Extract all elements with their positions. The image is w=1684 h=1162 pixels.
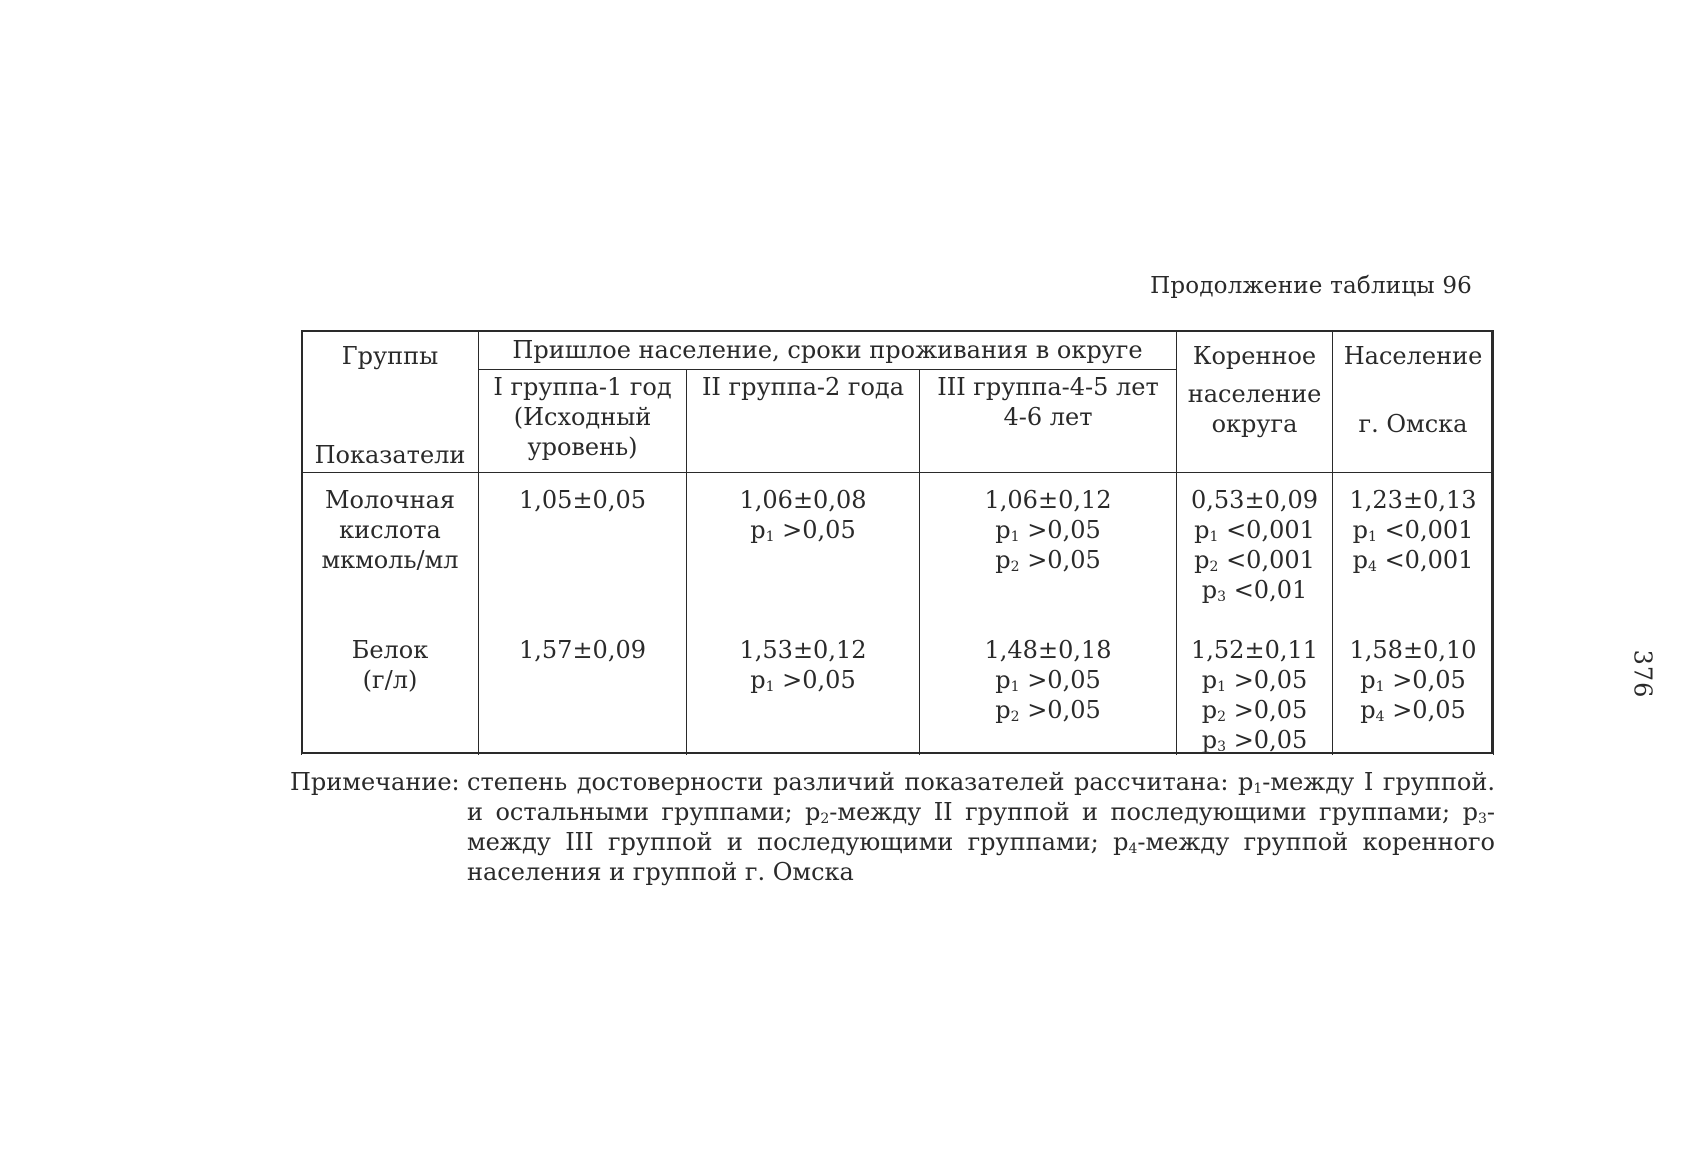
header-group-1: I группа-1 год (Исходный уровень) [479, 370, 687, 473]
header-native-rest: население округа [1187, 380, 1322, 438]
header-native-population [1177, 331, 1333, 473]
value-cell-group-2: 1,53±0,12 $p_1 >0,05$ [687, 605, 920, 755]
header-groups: Группы [341, 342, 439, 370]
header-indicators: Показатели [314, 441, 466, 469]
value-cell-group-1: 1,05±0,05 [479, 473, 687, 606]
header-migrant-population: Пришлое население, сроки проживания в округе [479, 331, 1177, 370]
header-group-3: III группа-4-5 лет 4-6 лет [920, 370, 1177, 473]
header-group-2: II группа-2 года [687, 370, 920, 473]
header-omsk-rest: г. Омска [1358, 410, 1468, 438]
header-omsk-top: Население [1343, 342, 1483, 370]
value-cell-native: 0,53±0,09 $p_1 <0,001$ $p_2 <0,001$ $p_3 <0,01$ [1177, 473, 1333, 606]
table-continuation-label: Продолжение таблицы 96 [1150, 273, 1472, 299]
page-number: 376 [1628, 649, 1657, 699]
table-note [290, 767, 1495, 887]
header-groups-indicators [302, 331, 479, 473]
value-cell-group-2: 1,06±0,08 $p_1 >0,05$ [687, 473, 920, 606]
table-row-protein [302, 605, 1494, 755]
value-cell-omsk: 1,58±0,10 $p_1 >0,05$ $p_4 >0,05$ [1333, 605, 1494, 755]
value-cell-group-1: 1,57±0,09 [479, 605, 687, 755]
header-omsk-population [1333, 331, 1494, 473]
note-label: Примечание: [290, 768, 460, 796]
note-text: степень достоверности различий показателей рассчитана: $p_1$-между I группой. и остальными группами; $p_2$-между II группой и последующими группами; $p_3$-между III группой и последующими группами; $p_4$-между группой коренного населения и группой г. Омска [467, 768, 1495, 886]
data-table [301, 330, 1494, 755]
value-cell-group-3: 1,06±0,12 $p_1 >0,05$ $p_2 >0,05$ [920, 473, 1177, 606]
indicator-cell: Молочная кислота мкмоль/мл [302, 473, 479, 606]
indicator-cell: Белок (г/л) [302, 605, 479, 755]
value-cell-native: 1,52±0,11 $p_1 >0,05$ $p_2 >0,05$ $p_3 >0,05$ [1177, 605, 1333, 755]
value-cell-omsk: 1,23±0,13 $p_1 <0,001$ $p_4 <0,001$ [1333, 473, 1494, 606]
value-cell-group-3: 1,48±0,18 $p_1 >0,05$ $p_2 >0,05$ [920, 605, 1177, 755]
table-row-lactic-acid [302, 473, 1494, 606]
header-native-top: Коренное [1192, 342, 1317, 370]
